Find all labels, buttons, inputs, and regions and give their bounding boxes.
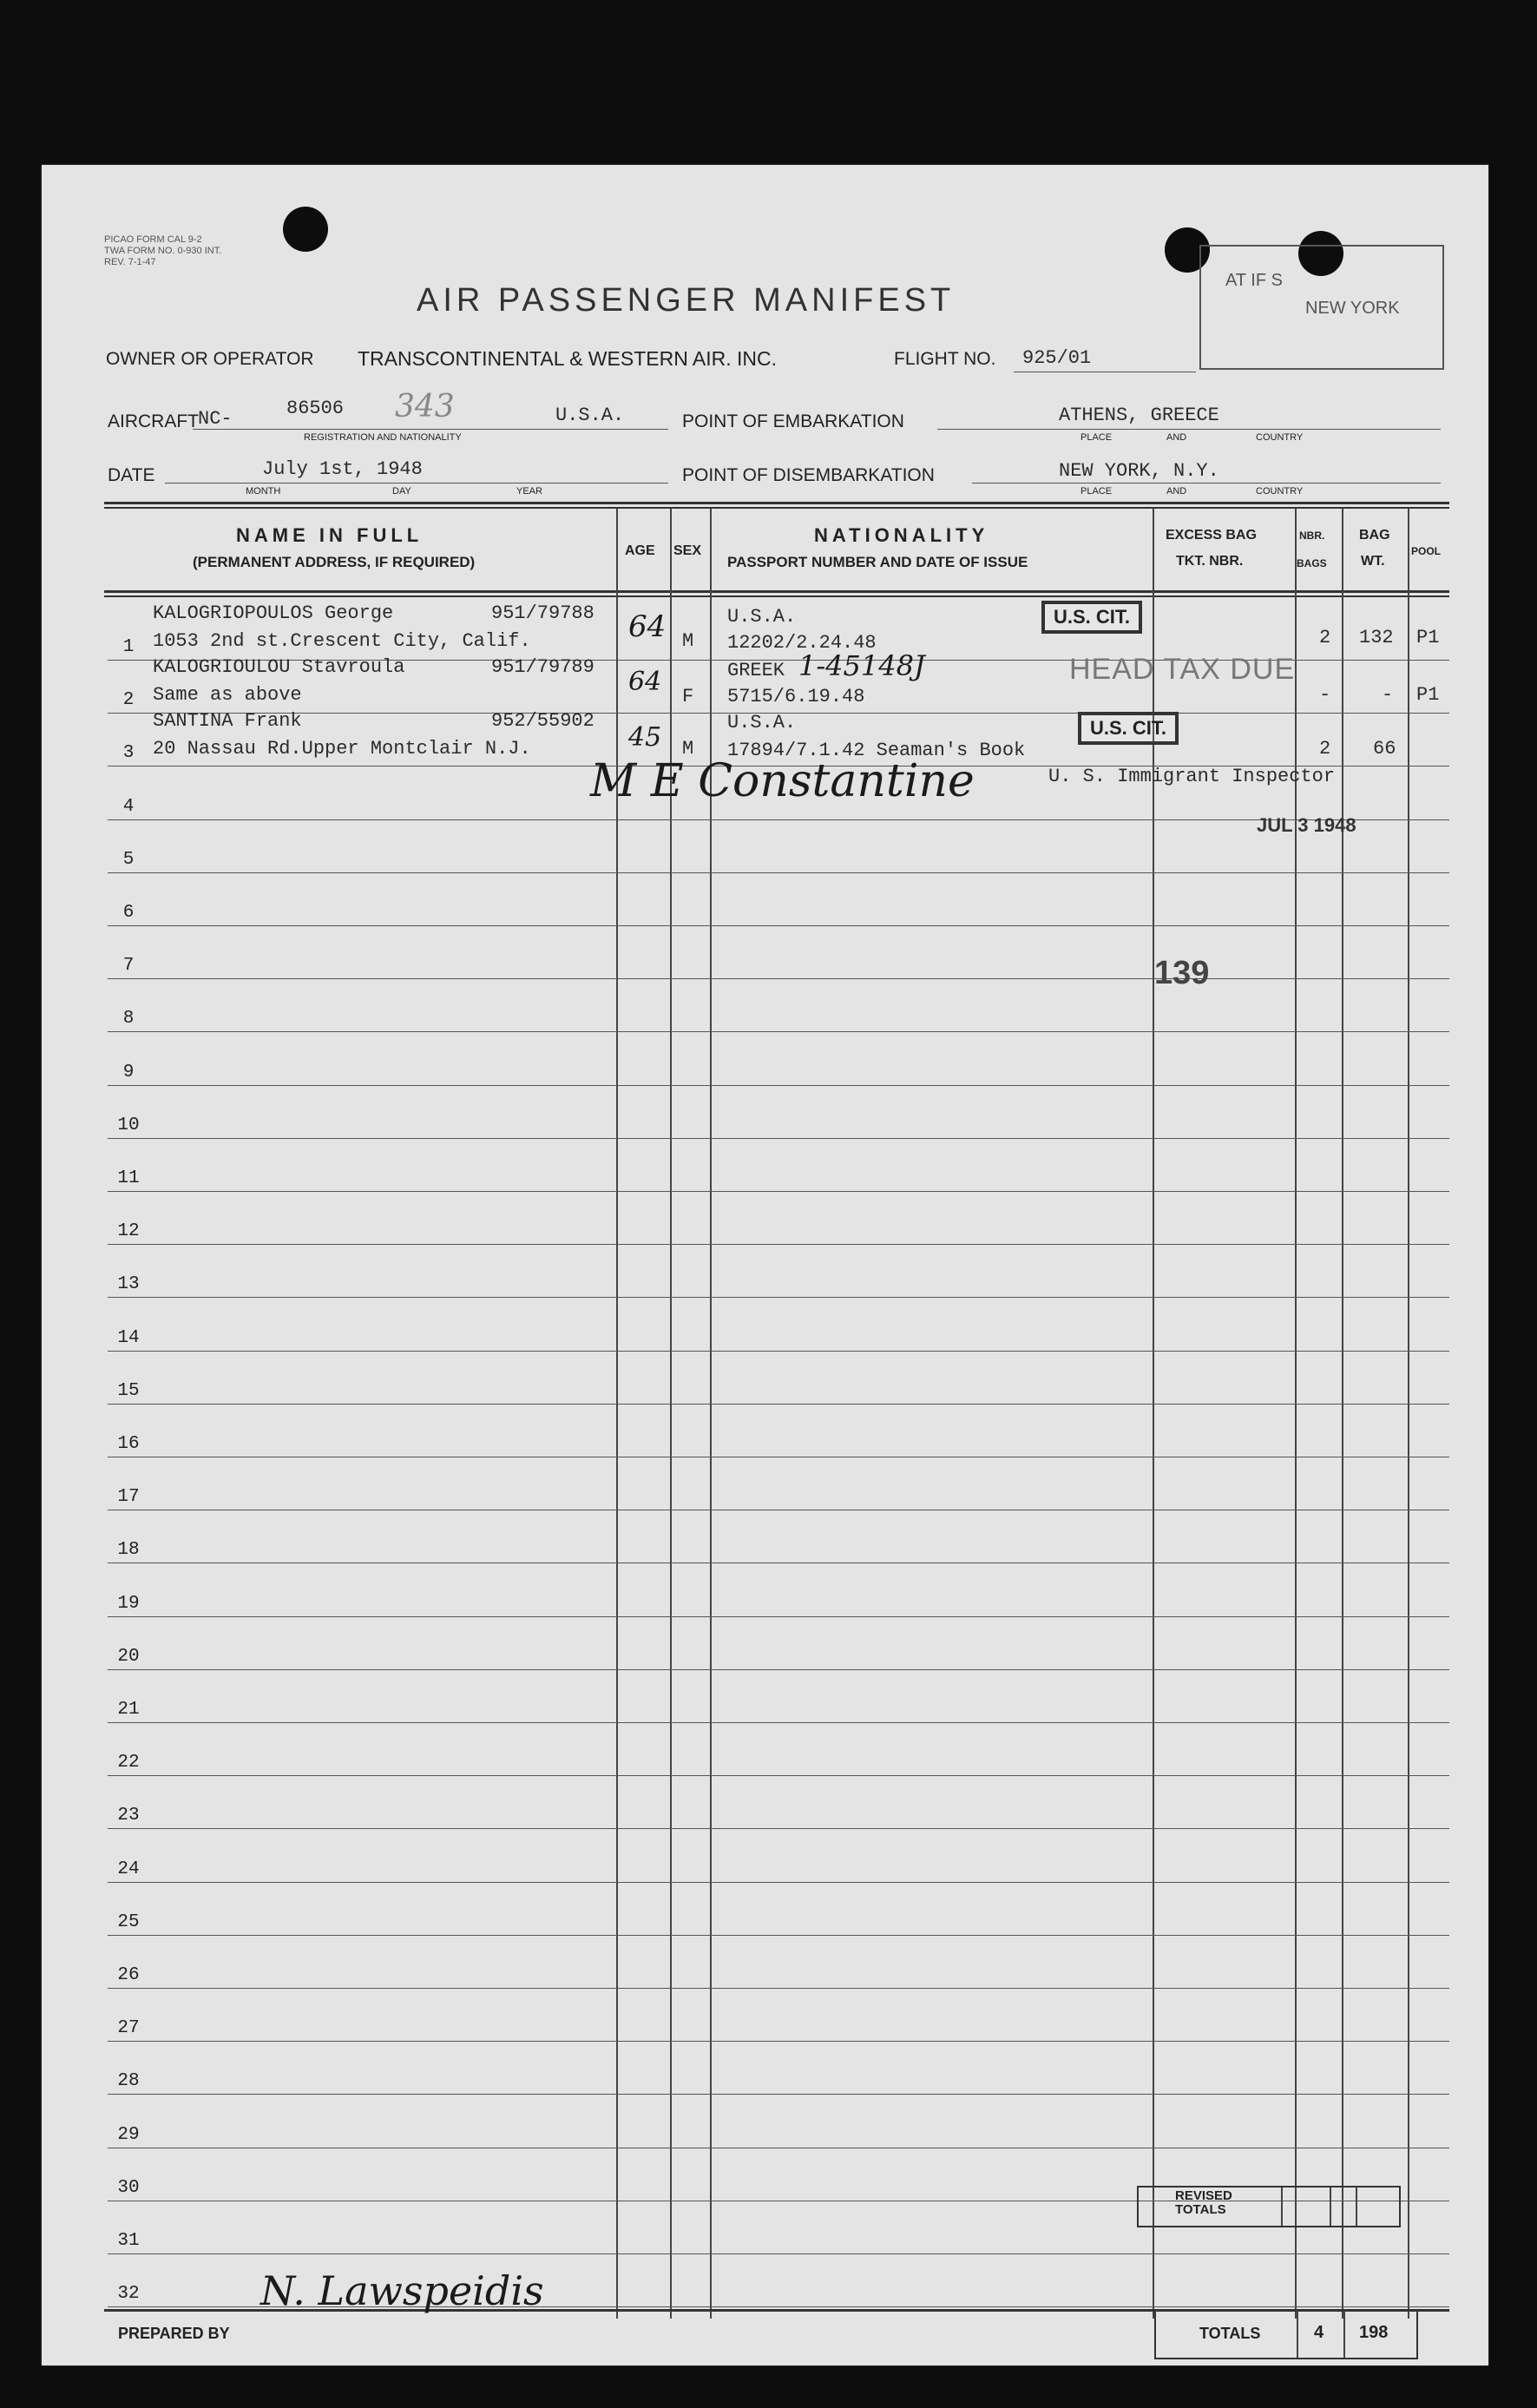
totals-divider: [1297, 2311, 1298, 2358]
owner-value: TRANSCONTINENTAL & WESTERN AIR. INC.: [358, 347, 778, 370]
passenger-2-nationality-handwritten: 1-45148J: [798, 649, 925, 682]
date-underline: [165, 483, 668, 484]
punch-hole: [283, 207, 328, 252]
aircraft-prefix: NC-: [198, 408, 233, 430]
row-number: 27: [117, 2018, 140, 2039]
place-sub: PLACE: [1080, 486, 1113, 497]
country-sub: COUNTRY: [1256, 486, 1304, 497]
prepared-by-signature: N. Lawspeidis: [260, 2267, 544, 2314]
passenger-3-address: 20 Nassau Rd.Upper Montclair N.J.: [153, 738, 531, 760]
passenger-1-passport: 12202/2.24.48: [727, 632, 877, 654]
handwritten-number: 139: [1154, 955, 1210, 991]
and-sub: AND: [1166, 432, 1187, 443]
passenger-1-ticket: 951/79788: [491, 602, 594, 624]
passenger-1-sex: M: [682, 630, 694, 652]
form-id-line: REV. 7-1-47: [104, 257, 156, 267]
disembark-value: NEW YORK, N.Y.: [1059, 460, 1219, 482]
date-value: July 1st, 1948: [262, 458, 423, 480]
row-number: 9: [122, 1062, 135, 1082]
page-title: AIR PASSENGER MANIFEST: [417, 282, 956, 319]
passenger-2-age: 64: [628, 667, 662, 697]
row-rule: [108, 1988, 1449, 1989]
row-rule: [108, 1775, 1449, 1776]
passenger-2-address: Same as above: [153, 684, 302, 706]
aircraft-underline: [193, 429, 668, 430]
col-nbr-subheader: BAGS: [1297, 557, 1327, 569]
row-rule: [108, 1138, 1449, 1139]
row-number: 31: [117, 2231, 140, 2251]
passenger-2-pool: P1: [1416, 684, 1440, 706]
header-bottom-rule: [104, 590, 1449, 593]
row-number: 2: [122, 690, 135, 711]
row-number: 29: [117, 2124, 140, 2145]
row-rule: [108, 978, 1449, 979]
form-id-line: PICAO FORM CAL 9-2: [104, 234, 202, 245]
row-rule: [108, 819, 1449, 820]
col-divider: [1342, 509, 1343, 2319]
passenger-2-nationality: GREEK: [727, 660, 785, 681]
head-tax-stamp: HEAD TAX DUE: [1069, 653, 1296, 686]
passenger-2-ticket: 951/79789: [491, 656, 594, 678]
year-sub: YEAR: [516, 486, 542, 497]
revised-divider: [1356, 2188, 1357, 2226]
aircraft-label: AIRCRAFT: [108, 411, 199, 431]
col-nationality-subheader: PASSPORT NUMBER AND DATE OF ISSUE: [727, 554, 1028, 570]
row-number: 10: [117, 1115, 140, 1135]
flight-label: FLIGHT NO.: [894, 349, 996, 369]
row-number: 24: [117, 1859, 140, 1879]
col-excess-subheader: TKT. NBR.: [1176, 554, 1244, 569]
prepared-by-label: PREPARED BY: [118, 2325, 230, 2342]
row-number: 4: [122, 796, 135, 817]
row-rule: [108, 1085, 1449, 1086]
row-rule: [108, 1828, 1449, 1829]
row-rule: [108, 1191, 1449, 1192]
row-number: 19: [117, 1593, 140, 1614]
row-rule: [108, 1935, 1449, 1936]
row-number: 32: [117, 2284, 140, 2305]
form-id: [104, 234, 221, 268]
row-number: 12: [117, 1221, 140, 1242]
form-id-line: TWA FORM NO. 0-930 INT.: [104, 246, 222, 256]
totals-label: TOTALS: [1199, 2325, 1261, 2342]
passenger-2-name: KALOGRIOULOU Stavroula: [153, 656, 405, 678]
passenger-1-name: KALOGRIOPOULOS George: [153, 602, 394, 624]
row-number: 5: [122, 849, 135, 870]
row-rule: [108, 1616, 1449, 1617]
passenger-3-bags: 2: [1319, 738, 1331, 760]
row-number: 26: [117, 1965, 140, 1985]
totals-divider: [1343, 2311, 1345, 2358]
col-bag-header: BAG: [1359, 528, 1390, 543]
passenger-3-ticket: 952/55902: [491, 710, 594, 732]
aircraft-registration: 86506: [286, 398, 345, 419]
passenger-2-weight: -: [1382, 684, 1394, 706]
passenger-3-age: 45: [628, 722, 662, 753]
row-number: 8: [122, 1009, 135, 1030]
row-number: 13: [117, 1274, 140, 1295]
passenger-1-age: 64: [628, 609, 667, 644]
aircraft-country: U.S.A.: [555, 405, 625, 426]
table-top-rule: [104, 502, 1449, 504]
col-nationality-header: NATIONALITY: [814, 524, 989, 546]
us-citizen-stamp: U.S. CIT.: [1078, 712, 1179, 745]
country-sub: COUNTRY: [1256, 432, 1304, 443]
inspector-signature: M E Constantine: [590, 755, 975, 807]
row-number: 25: [117, 1911, 140, 1932]
row-rule: [108, 2253, 1449, 2254]
row-number: 14: [117, 1327, 140, 1348]
row-number: 7: [122, 956, 135, 977]
col-sex-header: SEX: [673, 543, 702, 558]
col-excess-header: EXCESS BAG: [1166, 528, 1257, 543]
immigrant-inspector-stamp: U. S. Immigrant Inspector: [1048, 766, 1336, 787]
row-number: 30: [117, 2177, 140, 2198]
col-name-subheader: (PERMANENT ADDRESS, IF REQUIRED): [193, 554, 476, 570]
disembark-underline: [972, 483, 1441, 484]
row-number: 3: [122, 743, 135, 764]
revised-totals-label: REVISED TOTALS: [1175, 2188, 1232, 2217]
arrival-stamp-line: AT IF S: [1225, 271, 1283, 290]
row-number: 22: [117, 1753, 140, 1773]
row-number: 6: [122, 903, 135, 923]
row-rule: [108, 1031, 1449, 1032]
passenger-1-bags: 2: [1319, 627, 1331, 648]
row-number: 18: [117, 1540, 140, 1561]
aircraft-handwritten: 343: [395, 389, 455, 424]
row-rule: [108, 1244, 1449, 1245]
row-rule: [108, 1669, 1449, 1670]
embark-underline: [937, 429, 1441, 430]
passenger-1-weight: 132: [1359, 627, 1394, 648]
row-number: 20: [117, 1646, 140, 1667]
row-rule: [108, 925, 1449, 926]
row-rule: [108, 1882, 1449, 1883]
row-rule: [108, 872, 1449, 873]
aircraft-sub-label: REGISTRATION AND NATIONALITY: [304, 432, 462, 443]
row-number: 21: [117, 1700, 140, 1720]
row-rule: [108, 2094, 1449, 2095]
row-number: 28: [117, 2071, 140, 2092]
row-rule: [108, 2041, 1449, 2042]
total-weight: 198: [1359, 2323, 1389, 2342]
flight-value: 925/01: [1022, 347, 1092, 369]
col-name-header: NAME IN FULL: [236, 524, 424, 546]
and-sub: AND: [1166, 486, 1187, 497]
day-sub: DAY: [392, 486, 411, 497]
passenger-3-passport: 17894/7.1.42 Seaman's Book: [727, 740, 1026, 761]
col-bag-subheader: WT.: [1361, 554, 1385, 569]
place-sub: PLACE: [1080, 432, 1113, 443]
col-divider: [1408, 509, 1409, 2319]
revised-divider: [1281, 2188, 1283, 2226]
row-number: 17: [117, 1487, 140, 1508]
revised-divider: [1330, 2188, 1331, 2226]
table-top-rule: [104, 507, 1449, 509]
col-nbr-header: NBR.: [1299, 530, 1325, 542]
month-sub: MONTH: [246, 486, 281, 497]
row-rule: [108, 1404, 1449, 1405]
revised-totals-box: [1137, 2186, 1401, 2227]
passenger-2-bags: -: [1319, 684, 1331, 706]
row-rule: [108, 1351, 1449, 1352]
passenger-2-sex: F: [682, 686, 694, 707]
col-age-header: AGE: [625, 543, 655, 558]
embark-value: ATHENS, GREECE: [1059, 405, 1219, 426]
date-label: DATE: [108, 465, 155, 485]
passenger-2-passport: 5715/6.19.48: [727, 686, 865, 707]
passenger-3-nationality: U.S.A.: [727, 712, 797, 734]
passenger-3-weight: 66: [1373, 738, 1396, 760]
row-rule: [108, 1297, 1449, 1298]
arrival-stamp-box: [1199, 245, 1444, 370]
us-citizen-stamp: U.S. CIT.: [1041, 601, 1142, 634]
passenger-3-name: SANTINA Frank: [153, 710, 302, 732]
totals-box: [1154, 2309, 1418, 2359]
arrival-stamp-line: NEW YORK: [1305, 299, 1400, 318]
passenger-1-pool: P1: [1416, 627, 1440, 648]
row-number: 23: [117, 1806, 140, 1826]
row-number: 11: [117, 1168, 140, 1188]
row-number: 1: [122, 637, 135, 657]
passenger-1-address: 1053 2nd st.Crescent City, Calif.: [153, 630, 531, 652]
disembark-label: POINT OF DISEMBARKATION: [682, 465, 935, 485]
passenger-1-nationality: U.S.A.: [727, 606, 797, 628]
owner-label: OWNER OR OPERATOR: [106, 349, 314, 369]
row-number: 15: [117, 1380, 140, 1401]
row-number: 16: [117, 1434, 140, 1454]
inspector-date-stamp: JUL 3 1948: [1257, 814, 1356, 836]
header-bottom-rule: [104, 595, 1449, 597]
embark-label: POINT OF EMBARKATION: [682, 411, 904, 431]
row-rule: [108, 1722, 1449, 1723]
total-bags: 4: [1314, 2323, 1324, 2342]
passenger-3-sex: M: [682, 738, 694, 760]
col-pool-header: POOL: [1411, 545, 1442, 557]
